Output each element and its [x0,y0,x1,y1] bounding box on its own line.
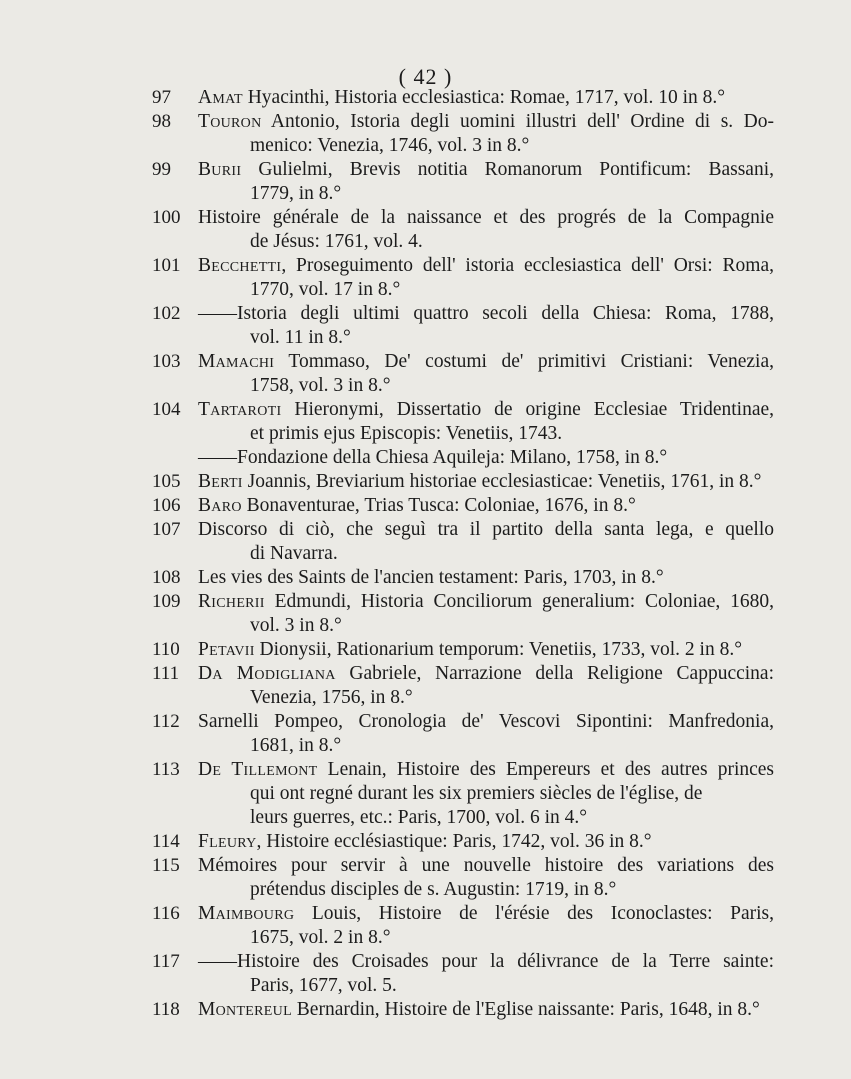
entry-number: 113 [152,759,180,780]
author-name: Becchetti [198,255,282,276]
entry-number: 106 [152,495,181,516]
entry-text [198,446,774,470]
entry-number: 107 [152,519,181,540]
bibliography-entry [152,398,774,446]
entry-text [198,830,774,854]
entry-continuation-line: 1675, vol. 2 in 8.° [250,927,391,948]
entry-line: Hieronymi, Dissertatio de origine Ecclesiae Tridentinae, [294,399,774,420]
entry-first-line [198,759,774,780]
entry-text [198,950,774,998]
entry-line: , Histoire ecclésiastique: Paris, 1742, vol. 36 in 8.° [256,831,652,852]
entry-text [198,398,774,446]
entry-first-line [198,591,774,612]
entry-continuation-line: Paris, 1677, vol. 5. [250,975,397,996]
entry-first-line [198,255,774,276]
bibliography-list [152,86,775,1022]
entry-line: Discorso di ciò, che seguì tra il partito della santa lega, e quello [198,519,774,540]
entry-line: Tommaso, De' costumi de' primitivi Cristiani: Venezia, [288,351,774,372]
entry-text [198,566,774,590]
entry-line: Lenain, Histoire des Empereurs et des autres princes [327,759,775,780]
entry-number: 115 [152,855,180,876]
entry-first-line [198,567,664,588]
author-name: Fleury [198,831,257,852]
bibliography-entry [152,86,774,110]
entry-text [198,854,774,902]
entry-text [198,86,774,110]
entry-continuation-line: Venezia, 1756, in 8.° [250,687,413,708]
entry-line: Antonio, Istoria degli uomini illustri dell' Ordine di s. Do- [270,111,774,132]
entry-line: Joannis, Breviarium historiae ecclesiasticae: Venetiis, 1761, in 8.° [247,471,762,492]
author-name: Tartaroti [198,399,282,420]
bibliography-entry [152,902,774,950]
entry-line: Mémoires pour servir à une nouvelle histoire des variations des [198,855,774,876]
author-name: Montereul [198,999,292,1020]
entry-line: Louis, Histoire de l'érésie des Iconoclastes: Paris, [311,903,774,924]
bibliography-entry [152,998,774,1022]
entry-number: 104 [152,399,181,420]
entry-first-line [198,951,774,972]
entry-text [198,110,774,158]
entry-number: 108 [152,567,181,588]
bibliography-entry [152,854,774,902]
entry-number: 112 [152,711,180,732]
entry-text [198,638,774,662]
entry-continuation-line: et primis ejus Episcopis: Venetiis, 1743. [250,423,563,444]
entry-number: 101 [152,255,181,276]
entry-line: Bonaventurae, Trias Tusca: Coloniae, 1676, in 8.° [246,495,636,516]
entry-first-line [198,87,725,108]
entry-continuation-line: 1779, in 8.° [250,183,342,204]
entry-first-line [198,495,636,516]
bibliography-entry [152,950,774,998]
entry-text [198,158,774,206]
entry-line: Les vies des Saints de l'ancien testament: Paris, 1703, in 8.° [198,567,664,588]
entry-line: ——Istoria degli ultimi quattro secoli della Chiesa: Roma, 1788, [198,303,774,324]
entry-line: Gulielmi, Brevis notitia Romanorum Pontificum: Bassani, [258,159,774,180]
entry-line: ——Fondazione della Chiesa Aquileja: Milano, 1758, in 8.° [198,447,668,468]
bibliography-entry [152,710,774,758]
page-number: ( 42 ) [398,64,453,89]
entry-text [198,662,774,710]
entry-continuation-line: 1770, vol. 17 in 8.° [250,279,401,300]
entry-first-line [198,663,774,684]
entry-first-line [198,999,760,1020]
entry-line: Gabriele, Narrazione della Religione Cappuccina: [349,663,774,684]
entry-first-line [198,111,774,132]
author-name: Touron [198,111,262,132]
entry-line: , Proseguimento dell' istoria ecclesiastica dell' Orsi: Roma, [281,255,774,276]
entry-text [198,902,774,950]
bibliography-entry [152,638,774,662]
entry-number: 100 [152,207,181,228]
entry-number: 111 [152,663,180,684]
entry-line: Edmundi, Historia Conciliorum generalium: Coloniae, 1680, [274,591,774,612]
author-name: Maimbourg [198,903,295,924]
bibliography-entry [162,446,774,470]
bibliography-entry [152,662,774,710]
entry-text [198,350,774,398]
author-name: Berti [198,471,243,492]
author-name: De Tillemont [198,759,318,780]
author-name: Burii [198,159,242,180]
entry-first-line [198,159,774,180]
entry-line: Histoire générale de la naissance et des progrés de la Compagnie [198,207,774,228]
entry-first-line [198,351,774,372]
entry-number: 99 [152,159,171,180]
bibliography-entry [152,110,774,158]
entry-number: 118 [152,999,180,1020]
entry-number: 102 [152,303,181,324]
entry-text [198,470,774,494]
entry-continuation-line: vol. 3 in 8.° [250,615,342,636]
entry-number: 117 [152,951,180,972]
bibliography-entry [152,758,775,830]
entry-text [198,254,774,302]
entry-continuation-line: leurs guerres, etc.: Paris, 1700, vol. 6 in 4.° [250,807,588,828]
entry-first-line [198,855,774,876]
entry-continuation-line: prétendus disciples de s. Augustin: 1719, in 8.° [250,879,617,900]
entry-number: 114 [152,831,180,852]
entry-first-line [198,519,774,540]
bibliography-entry [152,254,774,302]
entry-line: Sarnelli Pompeo, Cronologia de' Vescovi Sipontini: Manfredonia, [198,711,774,732]
entry-number: 103 [152,351,181,372]
entry-line: Dionysii, Rationarium temporum: Venetiis, 1733, vol. 2 in 8.° [259,639,743,660]
entry-first-line [198,903,774,924]
entry-first-line [198,831,652,852]
bibliography-entry [152,590,774,638]
bibliography-entry [152,206,774,254]
entry-continuation-line: di Navarra. [250,543,338,564]
entry-line: ——Histoire des Croisades pour la délivrance de la Terre sainte: [198,951,774,972]
entry-continuation-line: 1758, vol. 3 in 8.° [250,375,391,396]
author-name: Da Modigliana [198,663,336,684]
entry-first-line [198,471,761,492]
author-name: Petavii [198,639,255,660]
entry-number: 97 [152,87,171,108]
entry-continuation-line: menico: Venezia, 1746, vol. 3 in 8.° [250,135,530,156]
entry-number: 98 [152,111,171,132]
bibliography-entry [152,518,774,566]
entry-text [198,758,774,830]
entry-first-line [198,711,774,732]
entry-text [198,710,774,758]
bibliography-entry [152,494,774,518]
entry-continuation-line: qui ont regné durant les six premiers siècles de l'église, de [250,783,703,804]
entry-number: 116 [152,903,180,924]
entry-text [198,302,774,350]
entry-number: 109 [152,591,181,612]
bibliography-entry [152,158,774,206]
bibliography-entry [152,302,774,350]
entry-continuation-line: de Jésus: 1761, vol. 4. [250,231,423,252]
entry-text [198,206,774,254]
entry-line: Bernardin, Histoire de l'Eglise naissante: Paris, 1648, in 8.° [296,999,760,1020]
author-name: Richerii [198,591,265,612]
entry-text [198,518,774,566]
entry-text [198,590,774,638]
entry-first-line [198,399,774,420]
bibliography-entry [152,470,774,494]
entry-number: 105 [152,471,181,492]
author-name: Mamachi [198,351,275,372]
entry-text [198,998,774,1022]
author-name: Amat [198,87,243,108]
entry-continuation-line: vol. 11 in 8.° [250,327,351,348]
entry-continuation-line: 1681, in 8.° [250,735,342,756]
bibliography-entry [152,350,774,398]
entry-text [198,494,774,518]
author-name: Baro [198,495,242,516]
entry-first-line [198,207,774,228]
entry-line: Hyacinthi, Historia ecclesiastica: Romae, 1717, vol. 10 in 8.° [247,87,726,108]
bibliography-entry [152,830,774,854]
entry-first-line [198,447,667,468]
bibliography-entry [152,566,774,590]
entry-first-line [198,303,774,324]
entry-number: 110 [152,639,180,660]
entry-first-line [198,639,742,660]
